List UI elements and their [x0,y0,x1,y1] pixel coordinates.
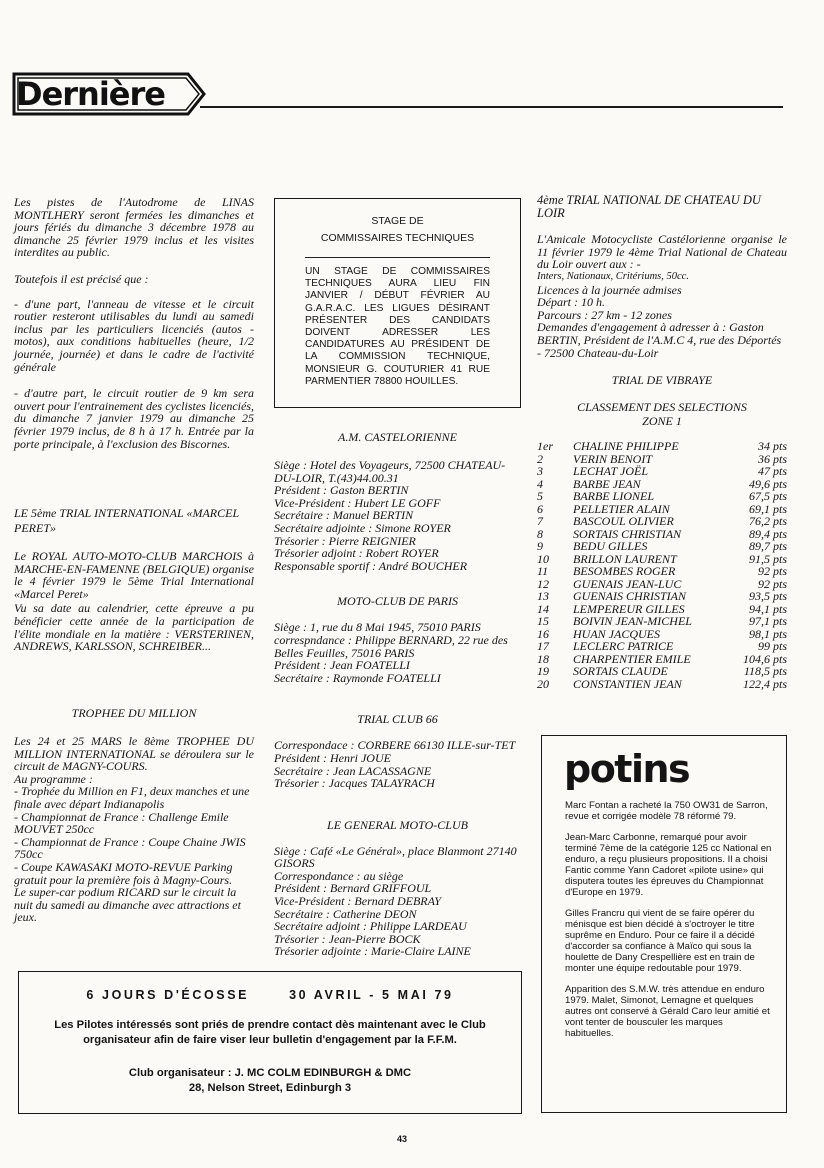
linas-toutefois: Toutefois il est précisé que : [14,271,149,286]
ecosse-title: 6 JOURS D'ÉCOSSE [86,988,250,1002]
tc66-body: Correspondace : CORBERE 66130 ILLE-sur-TET Président : Henri JOUE Secrétaire : Jean LACASSAGNE Trésorier : Jacques TALAYRACH [274,738,516,791]
result-name: SORTAIS CHRISTIAN [573,526,682,541]
result-row [537,665,787,678]
result-name: BASCOUL OLIVIER [573,514,674,529]
stage-divider [305,257,490,258]
result-points: 93,5 pts [748,589,787,604]
tc66-title: TRIAL CLUB 66 [357,712,438,727]
result-name: HUAN JACQUES [573,626,660,641]
result-rank: 15 [537,614,549,629]
chateau-paragraph-3: Licences à la journée admises Départ : 10 h. Parcours : 27 km - 12 zones Demandes d'engagement à adresser à : Gaston BERTIN, Président de l'A.M.C 4, rue des Déportés - 72500 Chateau-du-Loir [537,282,782,360]
result-rank: 17 [537,639,549,654]
result-points: 67,5 pts [748,489,787,504]
masthead-rule [200,106,783,108]
potins-paragraph-2: Jean-Marc Carbonne, remarqué pour avoir terminé 7ème de la catégorie 125 cc National en enduro, a reçu plusieurs propositions. Il a choisi Fantic comme Yann Cadoret «pilote usine» qui disputera toutes les épreuves du Championnat d'Europe en 1979. [565,832,772,898]
potins-paragraph-3: Gilles Francru qui vient de se faire opérer du ménisque est bien décidé à s'octroyer le titre suprême en Enduro. Pour ce faire il a décidé d'accorder sa confiance à Maïco qui sous la houlette de Dany Crespellière est en train de monter une équipe redoutable pour 1979. [565,908,755,974]
result-points: 104,6 pts [742,651,787,666]
peret-paragraph-2: Vu sa date au calendrier, cette épreuve a pu bénéficier cette année de la participation de l'élite mondiale en la matière : VERSTERINEN, ANDREWS, KARLSSON, SCHREIBER... [14,601,254,654]
trophee-line-5: Le super-car podium RICARD sur le circuit la nuit du samedi au dimanche avec attractions et jeux. [14,885,241,925]
vibraye-title: TRIAL DE VIBRAYE [611,373,713,388]
chateau-paragraph-1: L'Amicale Motocycliste Castélorienne organise le 11 février 1979 le 4ème Trial National de Chateau du Loir ouvert aux : - [537,232,787,272]
classement-title: CLASSEMENT DES SELECTIONS [577,400,747,415]
zone-title: ZONE 1 [642,414,682,429]
linas-intro: Les pistes de l'Autodrome de LINAS MONTLHERY seront fermées les dimanches et jours fériés du dimanche 3 décembre 1978 au dimanche 25 février 1979 inclus et les visites interdites au public. [14,195,254,260]
result-name: BRILLON LAURENT [573,551,677,566]
page-number: 43 [396,1134,407,1144]
result-name: GUENAIS CHRISTIAN [573,589,686,604]
result-name: CHALINE PHILIPPE [573,439,679,454]
linas-bullet-1: - d'une part, l'anneau de vitesse et le circuit routier resteront utilisables du lundi au samedi inclus par les particuliers licenciés (autos - motos), aux conditions habituelles (heure, 1/2 journée, journée) et dans le cadre de l'activité générale [14,296,254,374]
amc-title: A.M. CASTELORIENNE [338,430,457,444]
ecosse-dates: 30 AVRIL - 5 MAI 79 [289,988,454,1002]
potins-paragraph-4: Apparition des S.M.W. très attendue en enduro 1979. Malet, Simonot, Lemagne et quelques autres ont conservé à Gérald Caro leur amitié et vont tenter de bousculer les marques habituelles. [565,984,770,1039]
gmc-title: LE GENERAL MOTO-CLUB [327,817,468,832]
ecosse-body: Les Pilotes intéressés sont priés de prendre contact dès maintenant avec le Club organisateur afin de faire viser leur bulletin d'engagement par la F.F.M. [54,1019,486,1046]
result-row [537,465,787,478]
stage-title-1: STAGE DE [371,215,424,227]
result-name: BOIVIN JEAN-MICHEL [573,614,692,629]
result-rank: 5 [537,489,543,504]
result-rank: 6 [537,501,543,516]
result-rank: 14 [537,601,549,616]
ecosse-heading [37,988,503,1002]
result-rank: 8 [537,526,543,541]
result-row [537,515,787,528]
trophee-line-3: - Championnat de France : Coupe Chaine JWIS 750cc [14,834,246,862]
peret-title: LE 5ème TRIAL INTERNATIONAL «MARCEL PERET» [14,506,239,536]
result-row [537,490,787,503]
result-points: 36 pts [757,451,787,466]
amc-body: Siège : Hotel des Voyageurs, 72500 CHATEAU-DU-LOIR, T.(43)44.00.31 Président : Gaston BERTIN Vice-Président : Hubert LE GOFF Secrétaire : Manuel BERTIN Secrétaire adjointe : Simone ROYER Trésorier : Pierre REIGNIER Trésorier adjoint : Robert ROYER Responsable sportif : André BOUCHER [274,458,506,573]
result-rank: 18 [537,651,549,666]
column-left [14,196,254,653]
stage-title-2: COMMISSAIRES TECHNIQUES [320,232,475,244]
masthead-title: Dernière [16,75,165,113]
stage-box [274,198,521,408]
peret-paragraph-1: Le ROYAL AUTO-MOTO-CLUB MARCHOIS à MARCHE-EN-FAMENNE (BELGIQUE) organise le 4 février 1979 le 5ème Trial International «Marcel Peret» [14,549,254,601]
result-points: 34 pts [757,439,787,454]
stage-body: UN STAGE DE COMMISSAIRES TECHNIQUES AURA LIEU FIN JANVIER / DÉBUT FÉVRIER AU G.A.R.A.C. LES LIGUES DÉSIRANT PRÉSENTER DES CANDIDATS DOIVENT ADRESSER LES CANDIDATURES AU PRÉSIDENT DE LA COMMISSION TECHNIQUE, MONSIEUR G. COUTURIER 41 RUE PARMENTIER 78800 HOUILLES. [305,266,490,387]
result-name: LECHAT JOËL [573,464,649,479]
chateau-title: 4ème TRIAL NATIONAL DE CHATEAU DU LOIR [537,193,761,220]
result-points: 98,1 pts [748,626,787,641]
result-name: BARBE LIONEL [573,489,654,504]
trophee-paragraph: Les 24 et 25 MARS le 8ème TROPHEE DU MILLION INTERNATIONAL se déroulera sur le circuit de MAGNY-COURS. [14,734,254,774]
result-name: BESOMBES ROGER [573,564,676,579]
result-rank: 20 [537,676,549,691]
result-points: 99 pts [757,639,787,654]
trophee-programme: Au programme : [14,771,93,786]
result-row [537,615,787,628]
mcp-title: MOTO-CLUB DE PARIS [337,594,458,609]
masthead-logo [12,68,206,118]
result-rank: 16 [537,626,549,641]
potins-box [541,735,787,1113]
result-rank: 2 [537,451,543,466]
result-name: PELLETIER ALAIN [573,501,670,516]
result-name: LEMPEREUR GILLES [573,601,685,616]
linas-bullet-2: - d'autre part, le circuit routier de 9 km sera ouvert pour l'entrainement des cyclistes licenciés, du dimanche 7 janvier 1979 au dimanche 25 février 1979 inclus, de 8 h à 17 h. Entrée par la porte principale, à l'exclusion des Biscornes. [14,386,254,451]
result-rank: 4 [537,476,543,491]
result-points: 122,4 pts [742,676,787,691]
ecosse-club-2: 28, Nelson Street, Edinburgh 3 [188,1082,352,1094]
result-rank: 12 [537,576,549,591]
result-points: 47 pts [757,464,787,479]
trophee-line-4: - Coupe KAWASAKI MOTO-REVUE Parking gratuit pour la première fois à Magny-Cours. [14,859,233,887]
result-name: BARBE JEAN [573,476,641,491]
result-points: 89,4 pts [748,526,787,541]
results-table [537,440,787,690]
result-rank: 7 [537,514,543,529]
result-rank: 11 [537,564,549,579]
gmc-body: Siège : Café «Le Général», place Blanmont 27140 GISORS Correspondance : au siège Président : Bernard GRIFFOUL Vice-Président : Bernard DEBRAY Secrétaire : Catherine DEON Secrétaire adjoint : Philippe LARDEAU Trésorier : Jean-Pierre BOCK Trésorier adjointe : Marie-Claire LAINE [274,843,517,959]
result-rank: 1er [537,439,553,454]
result-row [537,565,787,578]
column-right [537,194,787,690]
chateau-paragraph-2: Inters, Nationaux, Critériums, 50cc. [537,270,689,282]
result-points: 89,7 pts [748,539,787,554]
trophee-line-2: - Championnat de France : Challenge Emile MOUVET 250cc [14,809,229,837]
result-name: LECLERC PATRICE [573,639,674,654]
result-points: 97,1 pts [748,614,787,629]
mcp-body: Siège : 1, rue du 8 Mai 1945, 75010 PARIS correspndance : Philippe BERNARD, 22 rue des Belles Feuilles, 75016 PARIS Président : Jean FOATELLI Secrétaire : Raymonde FOATELLI [274,620,508,685]
result-points: 76,2 pts [748,514,787,529]
result-row [537,640,787,653]
result-name: VERIN BENOIT [573,451,652,466]
potins-paragraph-1: Marc Fontan a racheté la 750 OW31 de Sarron, revue et corrigée modèle 78 réformé 79. [565,800,768,822]
result-name: CONSTANTIEN JEAN [573,676,682,691]
result-name: BEDU GILLES [573,539,648,554]
result-points: 91,5 pts [748,551,787,566]
result-name: CHARPENTIER EMILE [573,651,691,666]
result-points: 69,1 pts [748,501,787,516]
result-points: 118,5 pts [743,664,787,679]
trophee-title: TROPHEE DU MILLION [71,706,197,720]
ecosse-club-1: Club organisateur : J. MC COLM EDINBURGH & DMC [128,1067,412,1079]
result-rank: 13 [537,589,549,604]
result-name: SORTAIS CLAUDE [573,664,668,679]
result-row [537,440,787,453]
result-row [537,678,787,691]
result-row [537,590,787,603]
result-points: 92 pts [757,564,787,579]
result-rank: 9 [537,539,543,554]
result-rank: 3 [537,464,543,479]
result-row [537,540,787,553]
trophee-line-1: - Trophée du Million en F1, deux manches et une finale avec départ Indianapolis [14,784,250,811]
result-points: 49,6 pts [748,476,787,491]
ecosse-box [18,971,522,1114]
column-middle [274,430,521,958]
result-points: 94,1 pts [748,601,787,616]
result-rank: 10 [537,551,549,566]
potins-title: potins [564,747,690,791]
result-points: 92 pts [757,576,787,591]
trophee-section [14,706,254,924]
result-rank: 19 [537,664,549,679]
result-name: GUENAIS JEAN-LUC [573,576,682,591]
